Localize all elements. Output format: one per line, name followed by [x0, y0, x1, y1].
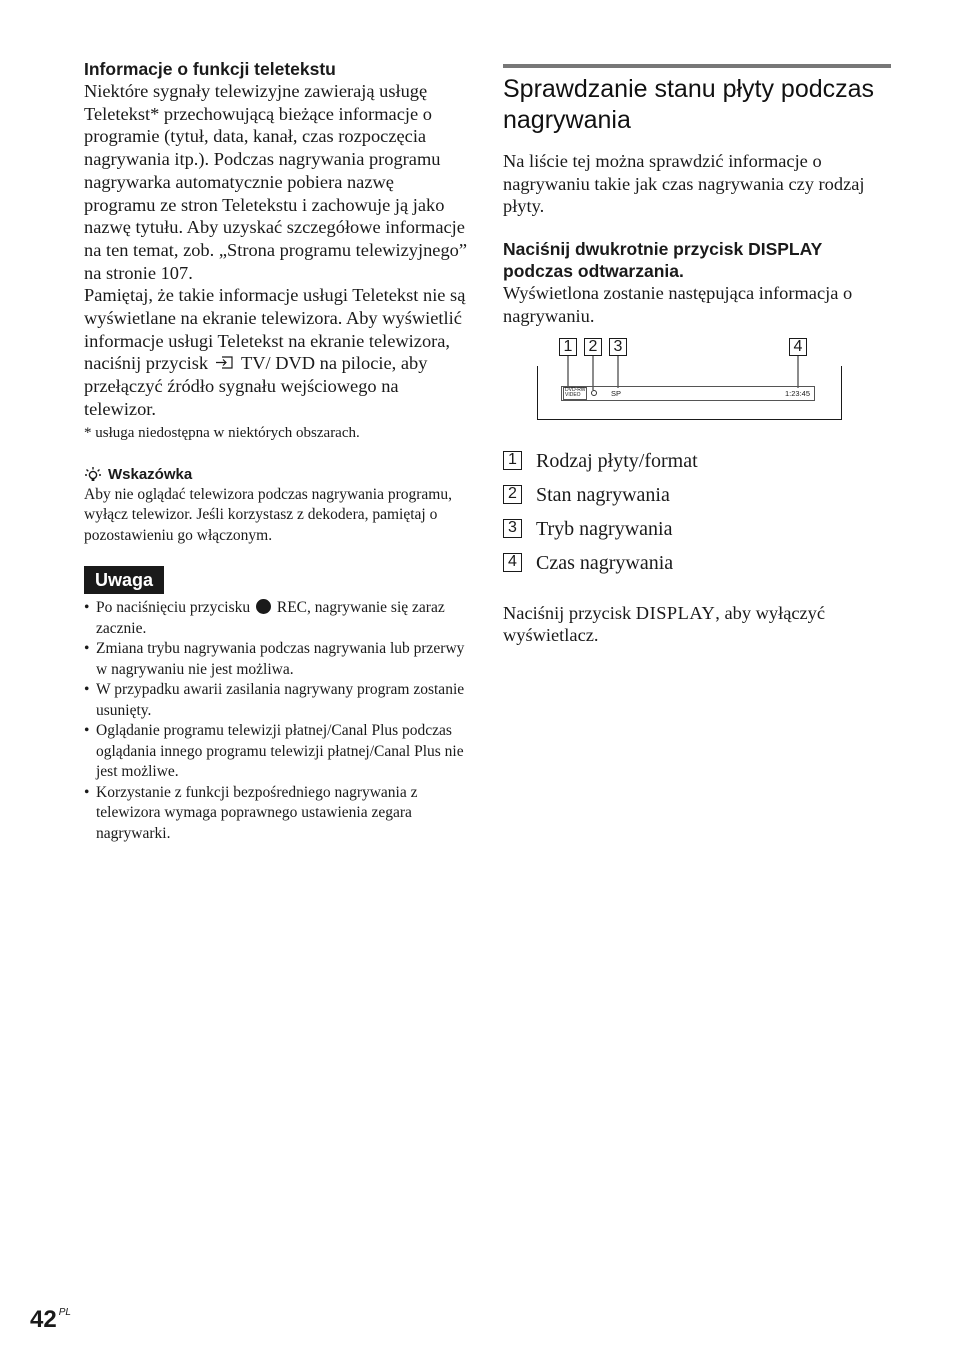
- note-item: [84, 680, 468, 721]
- callout-3: 3: [609, 338, 627, 356]
- disc-type: [563, 387, 587, 400]
- legend-num: 3: [503, 519, 522, 538]
- note-list: [84, 598, 468, 844]
- disc-type-line2: VIDEO: [565, 392, 581, 399]
- legend-num: 1: [503, 451, 522, 470]
- legend-text: Tryb nagrywania: [536, 517, 673, 540]
- page-number-value: 42: [30, 1306, 57, 1333]
- bullet: •: [84, 722, 90, 740]
- note-item: [84, 639, 468, 680]
- tip-header: [84, 465, 468, 485]
- note-1b: REC, nagrywanie się zaraz zacznie.: [96, 599, 445, 637]
- section-title: Sprawdzanie stanu płyty podczas nagrywania: [503, 75, 875, 134]
- display-diagram: [503, 334, 891, 434]
- callout-1: 1: [559, 338, 577, 356]
- tip-text: Aby nie oglądać telewizora podczas nagrywania programu, wyłącz telewizor. Jeśli korzystasz z dekodera, pamiętaj o pozostawieniu go włączonym.: [84, 485, 452, 544]
- legend-item: [503, 444, 891, 478]
- page-number: [30, 1298, 71, 1335]
- legend-item: [503, 546, 891, 580]
- teletext-paragraph-2b: TV/ DVD na pilocie, aby przełączyć źródło sygnału wejściowego na telewizor.: [84, 353, 428, 419]
- legend-text: Czas nagrywania: [536, 551, 674, 574]
- teletext-paragraph-1: Niektóre sygnały telewizyjne zawierają usługę Teletekst* przechowującą bieżące informacje o programie (tytuł, data, kanał, czas rozpoczęcia nagrywania itp.). Podczas nagrywania programu nagrywarka automatycznie pobiera nazwę programu ze stron Teletekstu i zachowuje ją jako nazwę tytułu. Aby uzyskać szczegółowe informacje na ten temat, zob. „Strona programu telewizyjnego” na stronie 107.: [84, 81, 467, 283]
- note-item: [84, 721, 468, 783]
- legend-item: [503, 512, 891, 546]
- right-column: [503, 64, 891, 647]
- section-rule: [503, 64, 891, 68]
- note-item: [84, 783, 468, 845]
- closing-c: , aby wyłączyć wyświetlacz.: [503, 602, 826, 646]
- recording-time: 1:23:45: [784, 388, 810, 398]
- tip-label: Wskazówka: [108, 465, 193, 483]
- step-heading: Naciśnij dwukrotnie przycisk DISPLAY podczas odtwarzania.: [503, 239, 822, 282]
- closing-text: [503, 602, 891, 647]
- bullet: •: [84, 681, 90, 699]
- record-dot-icon: [256, 599, 271, 614]
- teletext-paragraph-2: [84, 284, 468, 420]
- callout-2: 2: [584, 338, 602, 356]
- callout-4: 4: [789, 338, 807, 356]
- teletext-paragraph-2a: Pamiętaj, że takie informacje usługi Teletekst nie są wyświetlane na ekranie telewizora. Aby wyświetlić informacje usługi Teletekst na ekranie telewizora, naciśnij przycisk: [84, 285, 466, 374]
- legend-num: 2: [503, 485, 522, 504]
- legend-list: [503, 444, 891, 580]
- recording-status-icon: [591, 390, 597, 396]
- page-language: PL: [58, 1307, 71, 1318]
- closing-a: Naciśnij przycisk: [503, 602, 632, 623]
- recording-mode: SP: [611, 388, 622, 398]
- legend-item: [503, 478, 891, 512]
- note-item: [84, 598, 468, 639]
- tv-screen: [537, 366, 842, 426]
- note-badge: Uwaga: [84, 566, 164, 594]
- step-text: Wyświetlona zostanie następująca informacja o nagrywaniu.: [503, 283, 853, 326]
- bullet: •: [84, 640, 90, 658]
- lightbulb-icon: [84, 466, 102, 484]
- section-intro: Na liście tej można sprawdzić informacje o nagrywaniu takie jak czas nagrywania czy rodzaj płyty.: [503, 151, 865, 217]
- input-select-icon: [215, 355, 235, 370]
- disc-type-line1: DVD-RW: [565, 386, 586, 393]
- note-1a: Po naciśnięciu przycisku: [96, 599, 251, 617]
- bullet: •: [84, 599, 90, 617]
- left-column: [84, 58, 468, 844]
- closing-display: DISPLAY: [635, 602, 716, 623]
- osd-bar: [561, 386, 815, 401]
- note-3: W przypadku awarii zasilania nagrywany program zostanie usunięty.: [96, 681, 465, 719]
- note-5: Korzystanie z funkcji bezpośredniego nagrywania z telewizora wymaga poprawnego ustawienia zegara nagrywarki.: [96, 783, 418, 842]
- legend-text: Rodzaj płyty/format: [536, 449, 698, 472]
- legend-text: Stan nagrywania: [536, 483, 670, 506]
- note-4: Oglądanie programu telewizji płatnej/Canal Plus podczas oglądania innego programu telewizji płatnej/Canal Plus nie jest możliwe.: [96, 722, 464, 781]
- legend-num: 4: [503, 553, 522, 572]
- teletext-heading: Informacje o funkcji teletekstu: [84, 59, 336, 79]
- note-2: Zmiana trybu nagrywania podczas nagrywania lub przerwy w nagrywaniu nie jest możliwa.: [96, 640, 465, 678]
- bullet: •: [84, 783, 90, 801]
- footnote: * usługa niedostępna w niektórych obszarach.: [84, 424, 360, 441]
